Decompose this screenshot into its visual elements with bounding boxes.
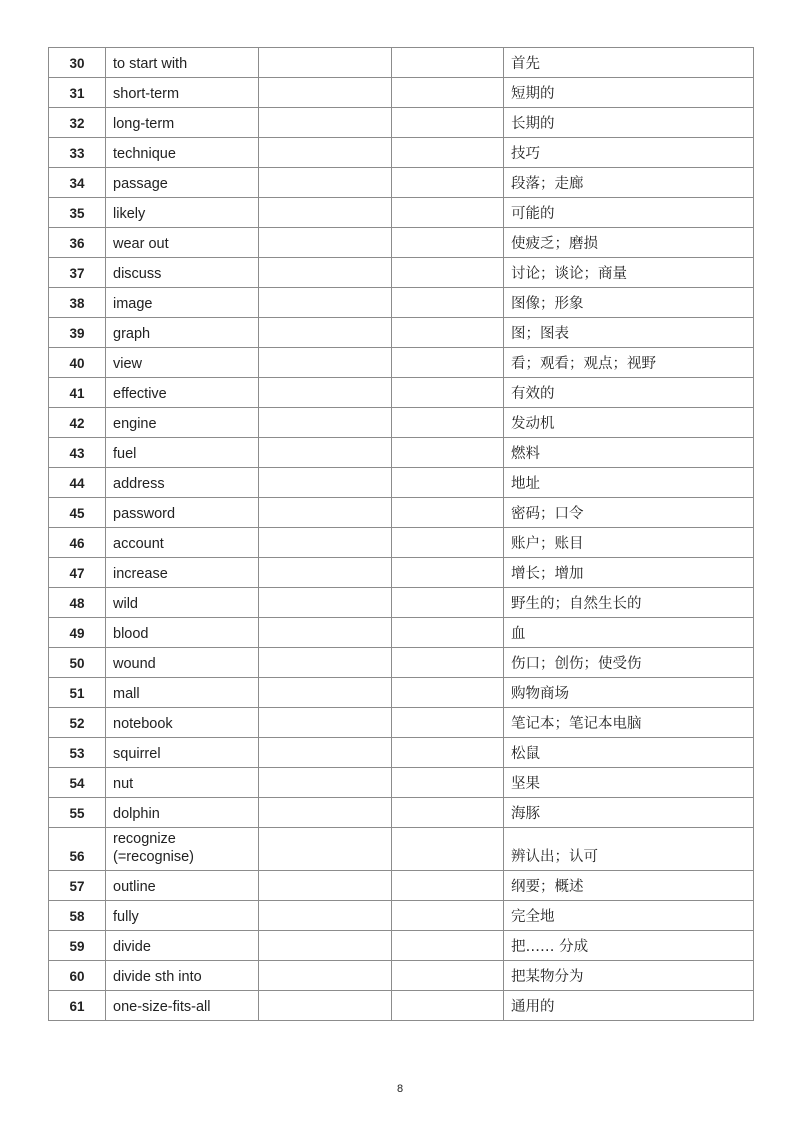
row-number: 55 xyxy=(49,798,106,828)
english-word: wear out xyxy=(106,228,259,258)
table-row xyxy=(49,828,754,871)
chinese-meaning: 伤口；创伤；使受伤 xyxy=(504,648,754,678)
table-row xyxy=(49,708,754,738)
blank-cell xyxy=(392,738,504,768)
blank-cell xyxy=(259,438,392,468)
english-word: wild xyxy=(106,588,259,618)
row-number: 30 xyxy=(49,48,106,78)
row-number: 44 xyxy=(49,468,106,498)
row-number: 52 xyxy=(49,708,106,738)
blank-cell xyxy=(259,468,392,498)
row-number: 42 xyxy=(49,408,106,438)
table-row xyxy=(49,588,754,618)
english-word: dolphin xyxy=(106,798,259,828)
chinese-meaning: 野生的；自然生长的 xyxy=(504,588,754,618)
table-row xyxy=(49,438,754,468)
english-word: increase xyxy=(106,558,259,588)
chinese-meaning: 笔记本；笔记本电脑 xyxy=(504,708,754,738)
table-row xyxy=(49,108,754,138)
english-word: one-size-fits-all xyxy=(106,991,259,1021)
chinese-meaning: 通用的 xyxy=(504,991,754,1021)
vocabulary-table xyxy=(48,47,754,1021)
english-word: to start with xyxy=(106,48,259,78)
blank-cell xyxy=(259,108,392,138)
row-number: 47 xyxy=(49,558,106,588)
row-number: 31 xyxy=(49,78,106,108)
english-word: outline xyxy=(106,871,259,901)
chinese-meaning: 看；观看；观点；视野 xyxy=(504,348,754,378)
blank-cell xyxy=(392,78,504,108)
table-row xyxy=(49,498,754,528)
blank-cell xyxy=(259,931,392,961)
blank-cell xyxy=(259,528,392,558)
row-number: 46 xyxy=(49,528,106,558)
english-word: technique xyxy=(106,138,259,168)
row-number: 51 xyxy=(49,678,106,708)
table-row xyxy=(49,558,754,588)
table-row xyxy=(49,768,754,798)
chinese-meaning: 血 xyxy=(504,618,754,648)
row-number: 56 xyxy=(49,828,106,871)
blank-cell xyxy=(259,558,392,588)
chinese-meaning: 购物商场 xyxy=(504,678,754,708)
english-word: long-term xyxy=(106,108,259,138)
row-number: 36 xyxy=(49,228,106,258)
table-row xyxy=(49,871,754,901)
chinese-meaning: 账户；账目 xyxy=(504,528,754,558)
chinese-meaning: 图；图表 xyxy=(504,318,754,348)
table-row xyxy=(49,258,754,288)
blank-cell xyxy=(392,931,504,961)
row-number: 34 xyxy=(49,168,106,198)
blank-cell xyxy=(259,78,392,108)
chinese-meaning: 讨论；谈论；商量 xyxy=(504,258,754,288)
blank-cell xyxy=(392,678,504,708)
blank-cell xyxy=(392,348,504,378)
english-word-alt-spelling: (=recognise) xyxy=(113,849,194,865)
blank-cell xyxy=(392,378,504,408)
row-number: 43 xyxy=(49,438,106,468)
blank-cell xyxy=(259,798,392,828)
english-word: likely xyxy=(106,198,259,228)
chinese-meaning: 长期的 xyxy=(504,108,754,138)
english-word: graph xyxy=(106,318,259,348)
row-number: 60 xyxy=(49,961,106,991)
chinese-meaning: 有效的 xyxy=(504,378,754,408)
english-word: account xyxy=(106,528,259,558)
table-row xyxy=(49,901,754,931)
blank-cell xyxy=(392,961,504,991)
blank-cell xyxy=(259,138,392,168)
blank-cell xyxy=(392,528,504,558)
chinese-meaning: 地址 xyxy=(504,468,754,498)
english-word: notebook xyxy=(106,708,259,738)
table-row xyxy=(49,138,754,168)
chinese-meaning: 坚果 xyxy=(504,768,754,798)
english-word: effective xyxy=(106,378,259,408)
chinese-meaning: 把…… 分成 xyxy=(504,931,754,961)
row-number: 35 xyxy=(49,198,106,228)
blank-cell xyxy=(259,901,392,931)
chinese-meaning: 松鼠 xyxy=(504,738,754,768)
blank-cell xyxy=(392,438,504,468)
table-row xyxy=(49,961,754,991)
table-row xyxy=(49,678,754,708)
row-number: 40 xyxy=(49,348,106,378)
chinese-meaning: 海豚 xyxy=(504,798,754,828)
english-word: squirrel xyxy=(106,738,259,768)
row-number: 33 xyxy=(49,138,106,168)
table-row xyxy=(49,618,754,648)
chinese-meaning: 辨认出；认可 xyxy=(504,828,754,871)
english-word: short-term xyxy=(106,78,259,108)
blank-cell xyxy=(392,768,504,798)
blank-cell xyxy=(392,498,504,528)
english-word-line: recognize xyxy=(113,831,176,847)
blank-cell xyxy=(259,768,392,798)
table-row xyxy=(49,528,754,558)
english-word: engine xyxy=(106,408,259,438)
row-number: 61 xyxy=(49,991,106,1021)
blank-cell xyxy=(392,468,504,498)
blank-cell xyxy=(259,961,392,991)
chinese-meaning: 增长；增加 xyxy=(504,558,754,588)
blank-cell xyxy=(259,828,392,871)
table-row xyxy=(49,408,754,438)
blank-cell xyxy=(392,901,504,931)
table-row xyxy=(49,228,754,258)
chinese-meaning: 完全地 xyxy=(504,901,754,931)
blank-cell xyxy=(392,168,504,198)
blank-cell xyxy=(259,258,392,288)
english-word: divide sth into xyxy=(106,961,259,991)
row-number: 45 xyxy=(49,498,106,528)
blank-cell xyxy=(392,108,504,138)
chinese-meaning: 密码；口令 xyxy=(504,498,754,528)
blank-cell xyxy=(259,228,392,258)
row-number: 53 xyxy=(49,738,106,768)
table-row xyxy=(49,288,754,318)
blank-cell xyxy=(259,168,392,198)
chinese-meaning: 把某物分为 xyxy=(504,961,754,991)
row-number: 50 xyxy=(49,648,106,678)
table-row xyxy=(49,318,754,348)
english-word: fully xyxy=(106,901,259,931)
row-number: 49 xyxy=(49,618,106,648)
page-number: 8 xyxy=(396,1083,404,1095)
row-number: 57 xyxy=(49,871,106,901)
blank-cell xyxy=(259,198,392,228)
blank-cell xyxy=(392,558,504,588)
table-row xyxy=(49,48,754,78)
blank-cell xyxy=(392,318,504,348)
english-word: nut xyxy=(106,768,259,798)
blank-cell xyxy=(392,618,504,648)
chinese-meaning: 发动机 xyxy=(504,408,754,438)
chinese-meaning: 纲要；概述 xyxy=(504,871,754,901)
row-number: 39 xyxy=(49,318,106,348)
table-row xyxy=(49,168,754,198)
blank-cell xyxy=(392,288,504,318)
table-row xyxy=(49,648,754,678)
english-word: wound xyxy=(106,648,259,678)
english-word: address xyxy=(106,468,259,498)
english-word: passage xyxy=(106,168,259,198)
english-word: discuss xyxy=(106,258,259,288)
table-row xyxy=(49,348,754,378)
english-word: mall xyxy=(106,678,259,708)
blank-cell xyxy=(259,708,392,738)
english-word: blood xyxy=(106,618,259,648)
chinese-meaning: 短期的 xyxy=(504,78,754,108)
chinese-meaning: 技巧 xyxy=(504,138,754,168)
chinese-meaning: 图像；形象 xyxy=(504,288,754,318)
vocabulary-table-body xyxy=(49,48,754,1021)
blank-cell xyxy=(392,798,504,828)
blank-cell xyxy=(392,871,504,901)
english-word: fuel xyxy=(106,438,259,468)
chinese-meaning: 可能的 xyxy=(504,198,754,228)
english-word: view xyxy=(106,348,259,378)
blank-cell xyxy=(392,228,504,258)
blank-cell xyxy=(392,408,504,438)
table-row xyxy=(49,378,754,408)
blank-cell xyxy=(259,648,392,678)
blank-cell xyxy=(392,648,504,678)
english-word xyxy=(106,828,259,871)
english-word: image xyxy=(106,288,259,318)
row-number: 41 xyxy=(49,378,106,408)
table-row xyxy=(49,991,754,1021)
row-number: 38 xyxy=(49,288,106,318)
blank-cell xyxy=(259,288,392,318)
row-number: 54 xyxy=(49,768,106,798)
blank-cell xyxy=(259,991,392,1021)
english-word: divide xyxy=(106,931,259,961)
row-number: 32 xyxy=(49,108,106,138)
row-number: 59 xyxy=(49,931,106,961)
blank-cell xyxy=(259,48,392,78)
table-row xyxy=(49,931,754,961)
blank-cell xyxy=(259,378,392,408)
blank-cell xyxy=(259,678,392,708)
table-row xyxy=(49,798,754,828)
row-number: 48 xyxy=(49,588,106,618)
blank-cell xyxy=(392,48,504,78)
chinese-meaning: 首先 xyxy=(504,48,754,78)
blank-cell xyxy=(392,828,504,871)
table-row xyxy=(49,468,754,498)
blank-cell xyxy=(259,588,392,618)
row-number: 37 xyxy=(49,258,106,288)
table-row xyxy=(49,738,754,768)
table-row xyxy=(49,198,754,228)
english-word: password xyxy=(106,498,259,528)
chinese-meaning: 燃料 xyxy=(504,438,754,468)
chinese-meaning: 段落；走廊 xyxy=(504,168,754,198)
blank-cell xyxy=(259,348,392,378)
table-row xyxy=(49,78,754,108)
blank-cell xyxy=(259,318,392,348)
blank-cell xyxy=(392,991,504,1021)
blank-cell xyxy=(259,408,392,438)
blank-cell xyxy=(259,498,392,528)
blank-cell xyxy=(392,138,504,168)
blank-cell xyxy=(259,618,392,648)
blank-cell xyxy=(392,258,504,288)
blank-cell xyxy=(392,588,504,618)
blank-cell xyxy=(259,738,392,768)
blank-cell xyxy=(392,198,504,228)
blank-cell xyxy=(392,708,504,738)
row-number: 58 xyxy=(49,901,106,931)
blank-cell xyxy=(259,871,392,901)
chinese-meaning: 使疲乏；磨损 xyxy=(504,228,754,258)
